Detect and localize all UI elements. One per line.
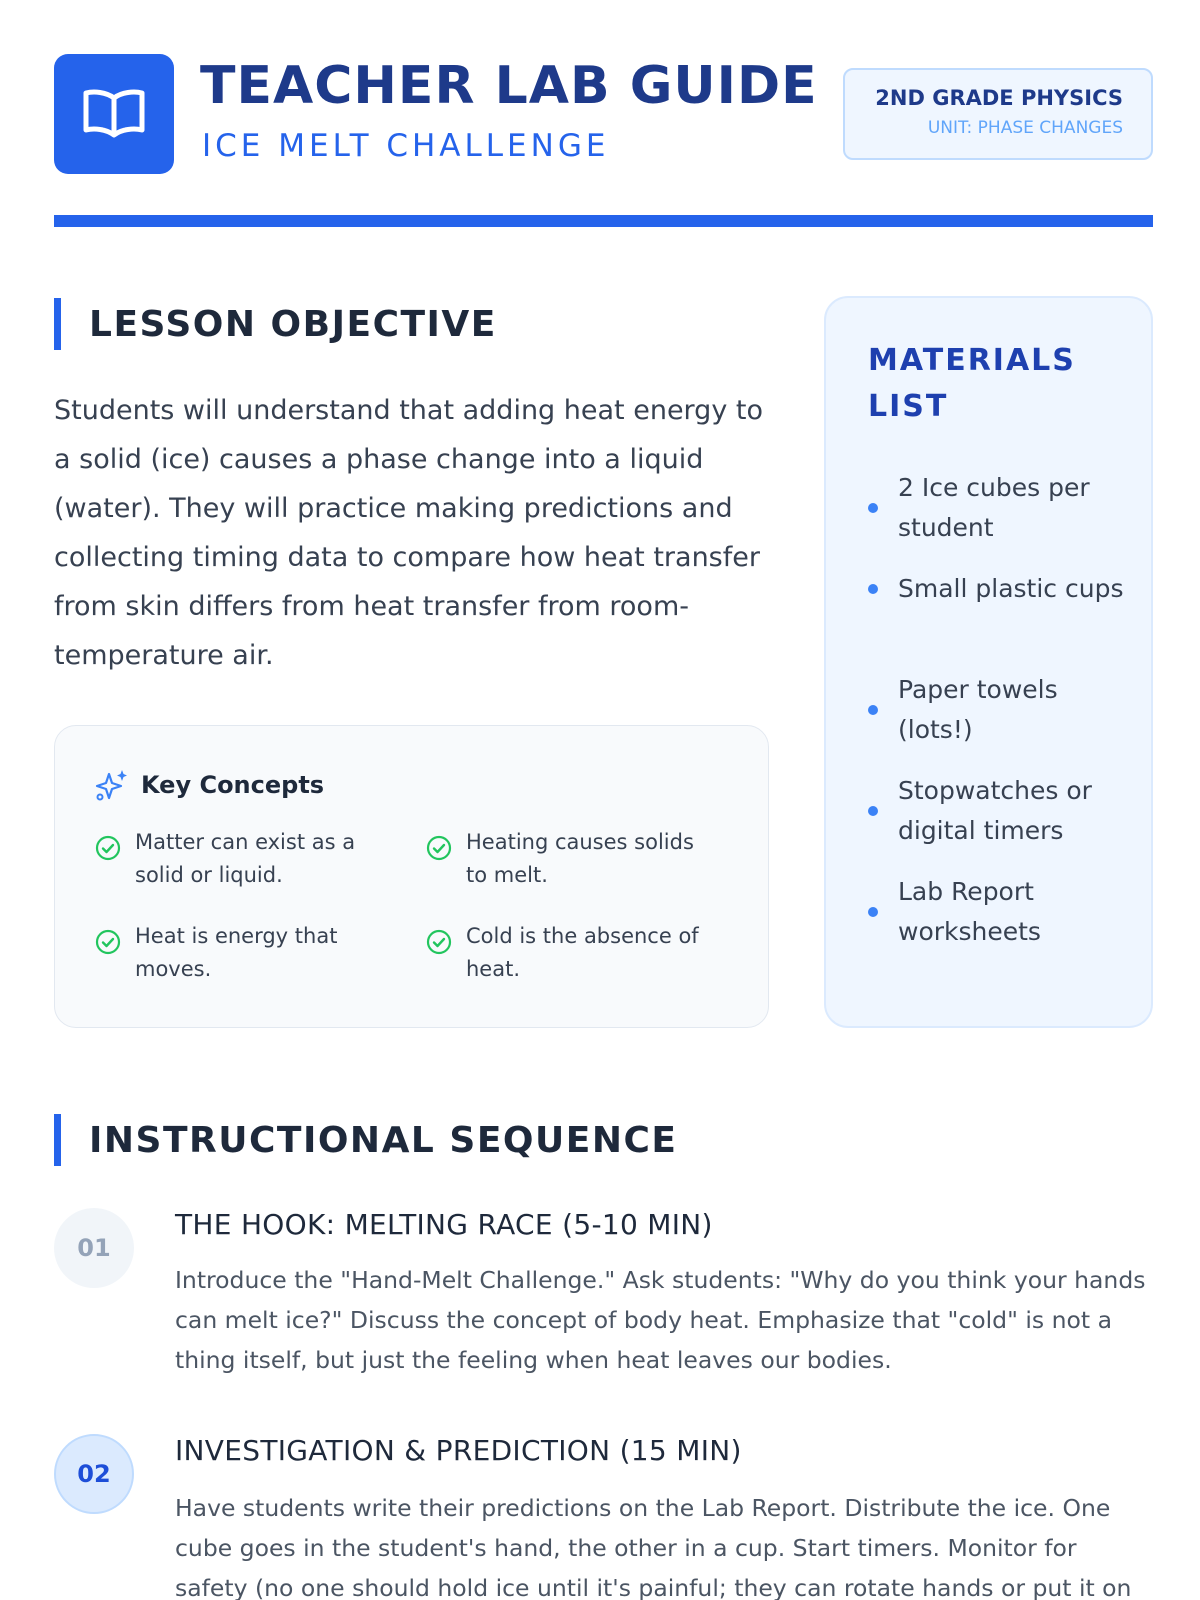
grade-badge: [843, 68, 1153, 160]
key-concepts-title: Key Concepts: [141, 771, 325, 799]
unit-label: UNIT: PHASE CHANGES: [927, 118, 1123, 138]
bullet-dot: [868, 806, 878, 816]
materials-title: MATERIALS LIST: [868, 343, 1076, 424]
logo: [54, 54, 174, 174]
bullet-dot: [868, 503, 878, 513]
material-text: 2 Ice cubes per student: [898, 473, 1090, 542]
page-title: TEACHER LAB GUIDE: [200, 56, 818, 116]
material-item: [868, 771, 1128, 851]
step-description: Have students write their predictions on the Lab Report. Distribute the ice. One cube goes in the student's hand, the other in a cup. Start timers. Monitor for safety (no one should hold ice until it's painful; they can rotate hands or put it on: [175, 1494, 1132, 1600]
material-text: Stopwatches or digital timers: [898, 776, 1092, 845]
step-description: Introduce the "Hand-Melt Challenge." Ask students: "Why do you think your hands can melt ice?" Discuss the concept of body heat. Emphasize that "cold" is not a thing itself, but just the feeling when heat leaves our bodies.: [175, 1266, 1146, 1374]
step-number-badge: 01: [54, 1208, 134, 1288]
step-title: INVESTIGATION & PREDICTION (15 MIN): [175, 1434, 742, 1467]
material-item: [868, 569, 1128, 609]
check-circle-icon: [95, 929, 121, 955]
concept-text: Cold is the absence of heat.: [466, 924, 699, 981]
concept-item: [95, 920, 375, 986]
bullet-dot: [868, 584, 878, 594]
sequence-heading: INSTRUCTIONAL SEQUENCE: [54, 1114, 678, 1166]
material-item: [868, 670, 1128, 750]
check-circle-icon: [426, 835, 452, 861]
bullet-dot: [868, 705, 878, 715]
grade-label: 2ND GRADE PHYSICS: [875, 86, 1123, 110]
material-text: Lab Report worksheets: [898, 877, 1041, 946]
objective-text: Students will understand that adding heat energy to a solid (ice) causes a phase change into a liquid (water). They will practice making predictions and collecting timing data to compare how heat transfer from skin differs from heat transfer from room-temperature air.: [54, 395, 763, 671]
objective-heading: LESSON OBJECTIVE: [54, 298, 497, 350]
key-concepts-header: [95, 768, 324, 802]
header-divider: [54, 215, 1153, 227]
concept-item: [426, 826, 706, 892]
concept-item: [426, 920, 706, 986]
bullet-dot: [868, 907, 878, 917]
materials-card: [824, 296, 1153, 1028]
material-text: Small plastic cups: [898, 574, 1124, 603]
step-number-badge: 02: [54, 1434, 134, 1514]
sparkles-icon: [95, 768, 129, 802]
page-subtitle: ICE MELT CHALLENGE: [202, 128, 610, 164]
material-item: [868, 872, 1128, 952]
concept-text: Heat is energy that moves.: [135, 924, 338, 981]
check-circle-icon: [95, 835, 121, 861]
material-item: [868, 468, 1128, 548]
open-book-icon: [82, 86, 146, 142]
concept-text: Heating causes solids to melt.: [466, 830, 694, 887]
concept-text: Matter can exist as a solid or liquid.: [135, 830, 356, 887]
material-text: Paper towels (lots!): [898, 675, 1058, 744]
concept-item: [95, 826, 375, 892]
step-title: THE HOOK: MELTING RACE (5-10 MIN): [175, 1208, 713, 1241]
check-circle-icon: [426, 929, 452, 955]
key-concepts-card: [54, 725, 769, 1028]
